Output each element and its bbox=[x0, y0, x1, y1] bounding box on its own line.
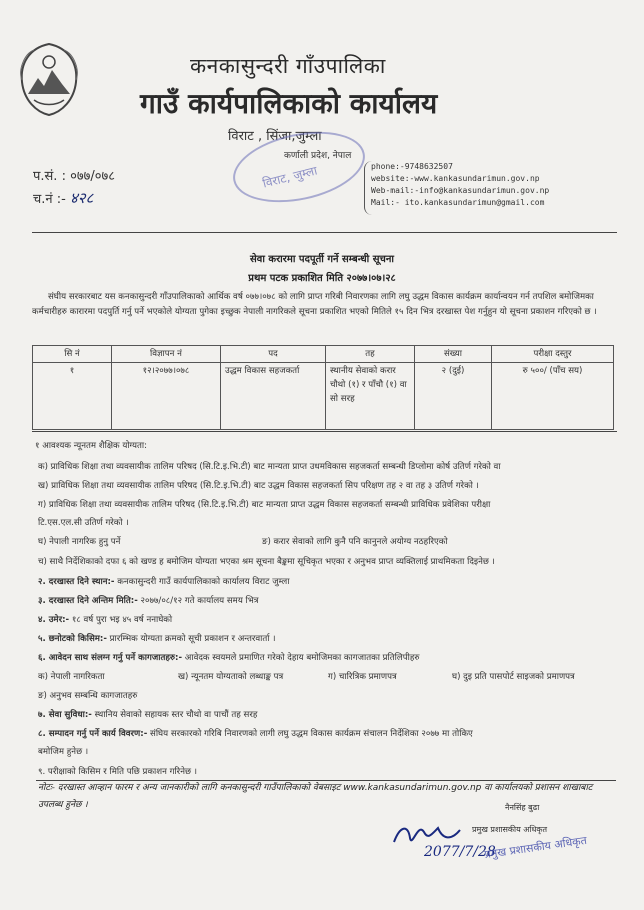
job-description bbox=[38, 727, 473, 739]
col-level: तह bbox=[326, 346, 415, 363]
col-sn: सि नं bbox=[33, 346, 112, 363]
header-divider bbox=[32, 232, 617, 233]
signature-date: 2077/7/28 bbox=[424, 844, 496, 860]
document-citizenship: क) नेपाली नागरिकता bbox=[38, 672, 105, 682]
signatory-name: नैनसिंह बुढा bbox=[505, 803, 540, 812]
qualification-heading: १ आवश्यक न्यूनतम शैक्षिक योग्यता: bbox=[35, 441, 147, 451]
cell-ad-number: १२।२०७७।०७८ bbox=[112, 363, 221, 430]
required-documents bbox=[38, 651, 420, 663]
application-deadline-value: २०७७/०८/१२ गते कार्यालय समय भित्र bbox=[140, 596, 259, 606]
contact-mail[interactable]: Mail:- ito.kankasundarimun@gmail.com bbox=[371, 198, 545, 207]
municipality-name: कनकासुन्दरी गाँउपालिका bbox=[190, 54, 386, 78]
chalan-label: च.नं :- bbox=[33, 192, 66, 207]
office-location: विराट , सिंजा,जुम्ला bbox=[228, 129, 322, 144]
office-name: गाउँ कार्यपालिकाको कार्यालय bbox=[140, 87, 438, 120]
documents-label: ६. आवेदन साथ संलग्न गर्नु पर्ने कागजातहरु:- bbox=[38, 653, 183, 663]
application-place bbox=[38, 575, 289, 587]
age-value: १८ वर्ष पुरा भइ ४५ वर्ष ननाघेको bbox=[71, 615, 173, 625]
notice-subtitle: प्रथम पटक प्रकाशित मिति २०७७।०७।२८ bbox=[248, 273, 396, 284]
col-ad-number: विज्ञापन नं bbox=[112, 346, 221, 363]
selection-label: ५. छनोटको किसिम:- bbox=[38, 634, 107, 644]
qualification-kha: ख) प्राविधिक शिक्षा तथा व्यवसायीक तालिम परिषद (सि.टि.इ.भि.टी) बाट उद्धम विकास सहजकर्ता सिप परिक्षण तह २ वा तह ३ उतिर्ण गरेको । bbox=[38, 481, 479, 491]
nepal-emblem-icon bbox=[14, 40, 84, 118]
document-photo: घ) दुइ प्रति पासपोर्ट साइजको प्रमाणपत्र bbox=[452, 672, 575, 682]
signature-stamp: प्रमुख प्रशासकीय अधिकृत bbox=[483, 833, 588, 862]
cell-level: स्थानीय सेवाको करार चौथो (१) र पाँचौ (१) वा सो सरह bbox=[326, 363, 415, 430]
cell-sn: १ bbox=[33, 363, 112, 430]
facility-label: ७. सेवा सुविधा:- bbox=[38, 710, 92, 720]
application-place-label: २. दरखास्त दिने स्थान:- bbox=[38, 577, 115, 587]
cell-exam-fee: रु ५००/ (पाँच सय) bbox=[492, 363, 614, 430]
documents-value: आवेदक स्वयमले प्रमाणित गरेको देहाय बमोजिमका कागजातका प्रतिलिपीहरु bbox=[184, 653, 420, 663]
notice-title: सेवा करारमा पदपूर्ती गर्ने सम्बन्धी सूचना bbox=[250, 254, 394, 265]
qualification-ga: ग) प्राविधिक शिक्षा तथा व्यवसायीक तालिम परिषद (सि.टि.इ.भि.टी) बाट मान्यता प्राप्त उद्धम विकास सहजकर्ता सम्बन्धी प्राविधिक प्रवेशिका परीक्षा bbox=[38, 500, 491, 510]
col-count: संख्या bbox=[415, 346, 492, 363]
application-deadline bbox=[38, 594, 259, 606]
job-description-value: संघिय सरकारको गरिबि निवारणको लागी लघु उद्धम विकास कार्यक्रम संचालन निर्देशिका २०७७ मा तोकिए bbox=[150, 729, 473, 739]
cell-post: उद्धम विकास सहजकर्ता bbox=[221, 363, 326, 430]
service-facility bbox=[38, 708, 257, 720]
footer-note: नोटः- दरखास्त आव्हान फारम र अन्य जानकारीको लागि कनकासुन्दरी गाउँपालिकाको वेबसाइट www.kankasundarimun.gov.np वा कार्यालयको प्रशासन शाखाबाट उपलब्ध हुनेछ । bbox=[38, 783, 593, 810]
contact-phone: phone:-9748632507 bbox=[371, 162, 453, 171]
job-description-label: ८. सम्पादन गर्नु पर्ने कार्य विवरण:- bbox=[38, 729, 148, 739]
application-deadline-label: ३. दरखास्त दिने अन्तिम मिति:- bbox=[38, 596, 138, 606]
contact-webmail[interactable]: Web-mail:-info@kankasundarimun.gov.np bbox=[371, 186, 550, 195]
contact-box bbox=[364, 161, 575, 215]
chalan-number: ४२८ bbox=[69, 189, 94, 207]
contact-website[interactable]: website:-www.kankasundarimun.gov.np bbox=[371, 174, 540, 183]
qualification-ga-cont: टि.एस.एल.सी उतिर्ण गरेको । bbox=[38, 518, 129, 528]
document-character: ग) चारित्रिक प्रमाणपत्र bbox=[328, 672, 397, 682]
qualification-gha: घ) नेपाली नागरिक हुनु पर्ने bbox=[38, 537, 121, 547]
office-stamp-text: विराट, जुम्ला bbox=[261, 163, 319, 191]
facility-value: स्थानिय सेवाको सहायक स्तर चौथो वा पाचौं तह सरह bbox=[94, 710, 258, 720]
qualification-cha: च) साथै निर्देशिकाको दफा ६ को खण्ड ह बमोजिम योग्यता भएका श्रम सूचना बैङ्कमा सूचिकृत भएका र अनुभव प्राप्त व्यक्तिलाई प्राथमिकता दिइनेछ । bbox=[38, 557, 495, 567]
age-label: ४. उमेर:- bbox=[38, 615, 70, 625]
selection-method bbox=[38, 632, 275, 644]
application-place-value: कनकासुन्दरी गाउँ कार्यपालिकाको कार्यालय विराट जुम्ला bbox=[117, 577, 290, 587]
job-description-cont: बमोजिम हुनेछ । bbox=[38, 747, 89, 757]
posts-table bbox=[32, 345, 614, 430]
province-name: कर्णाली प्रदेश, नेपाल bbox=[284, 151, 352, 161]
chalan-number-row bbox=[33, 188, 93, 208]
table-bottom-divider bbox=[32, 431, 617, 432]
exam-info: ९. परीक्षाको किसिम र मिति पछि प्रकाशन गरिनेछ । bbox=[38, 767, 197, 777]
col-post: पद bbox=[221, 346, 326, 363]
selection-value: प्रारम्भिक योग्यता क्रमको सूची प्रकाशन र अन्तरवार्ता । bbox=[109, 634, 276, 644]
notice-intro: संघीय सरकारबाट यस कनकासुन्दरी गाँउपालिकाको आर्थिक वर्ष ०७७।०७८ को लागि प्राप्त गरिबी निवारणका लागि लघु उद्धम विकास कार्यक्रम कार्यान्वयन गर्न तपशिल बमोजिमका कर्मचारीहरु कारारमा पदपुर्ति गर्नु पर्ने भएकोले योग्यता पुगेका इच्छुक नेपाली नागरिकले सूचना प्रकाशित भएको मितिले १५ दिन भित्र दरखास्त पेश गर्नुहुन यो सूचना प्रकाशन गरिएको छ । bbox=[32, 292, 597, 317]
col-exam-fee: परीक्षा दस्तुर bbox=[492, 346, 614, 363]
cell-count: २ (दुई) bbox=[415, 363, 492, 430]
signatory-title: प्रमुख प्रशासकीय अधिकृत bbox=[472, 825, 548, 834]
table-header-row bbox=[33, 346, 614, 363]
qualification-da: ङ) करार सेवाको लागि कुनै पनि कानुनले अयोग्य नठहरिएको bbox=[262, 537, 448, 547]
document-marksheet: ख) न्यूनतम योग्यताको लब्धाङ्क पत्र bbox=[178, 672, 284, 682]
age-requirement bbox=[38, 613, 172, 625]
document-experience: ङ) अनुभव सम्बन्धि कागजातहरु bbox=[38, 691, 138, 701]
table-row bbox=[33, 363, 614, 430]
reference-number: प.सं. : ०७७/०७८ bbox=[33, 169, 116, 184]
qualification-ka: क) प्राविधिक शिक्षा तथा व्यवसायीक तालिम परिषद (सि.टि.इ.भि.टी) बाट मान्यता प्राप्त उधमविकास सहजकर्ता सम्बन्धी डिप्लोमा कोर्ष उतिर्ण गरेको वा bbox=[38, 462, 501, 472]
